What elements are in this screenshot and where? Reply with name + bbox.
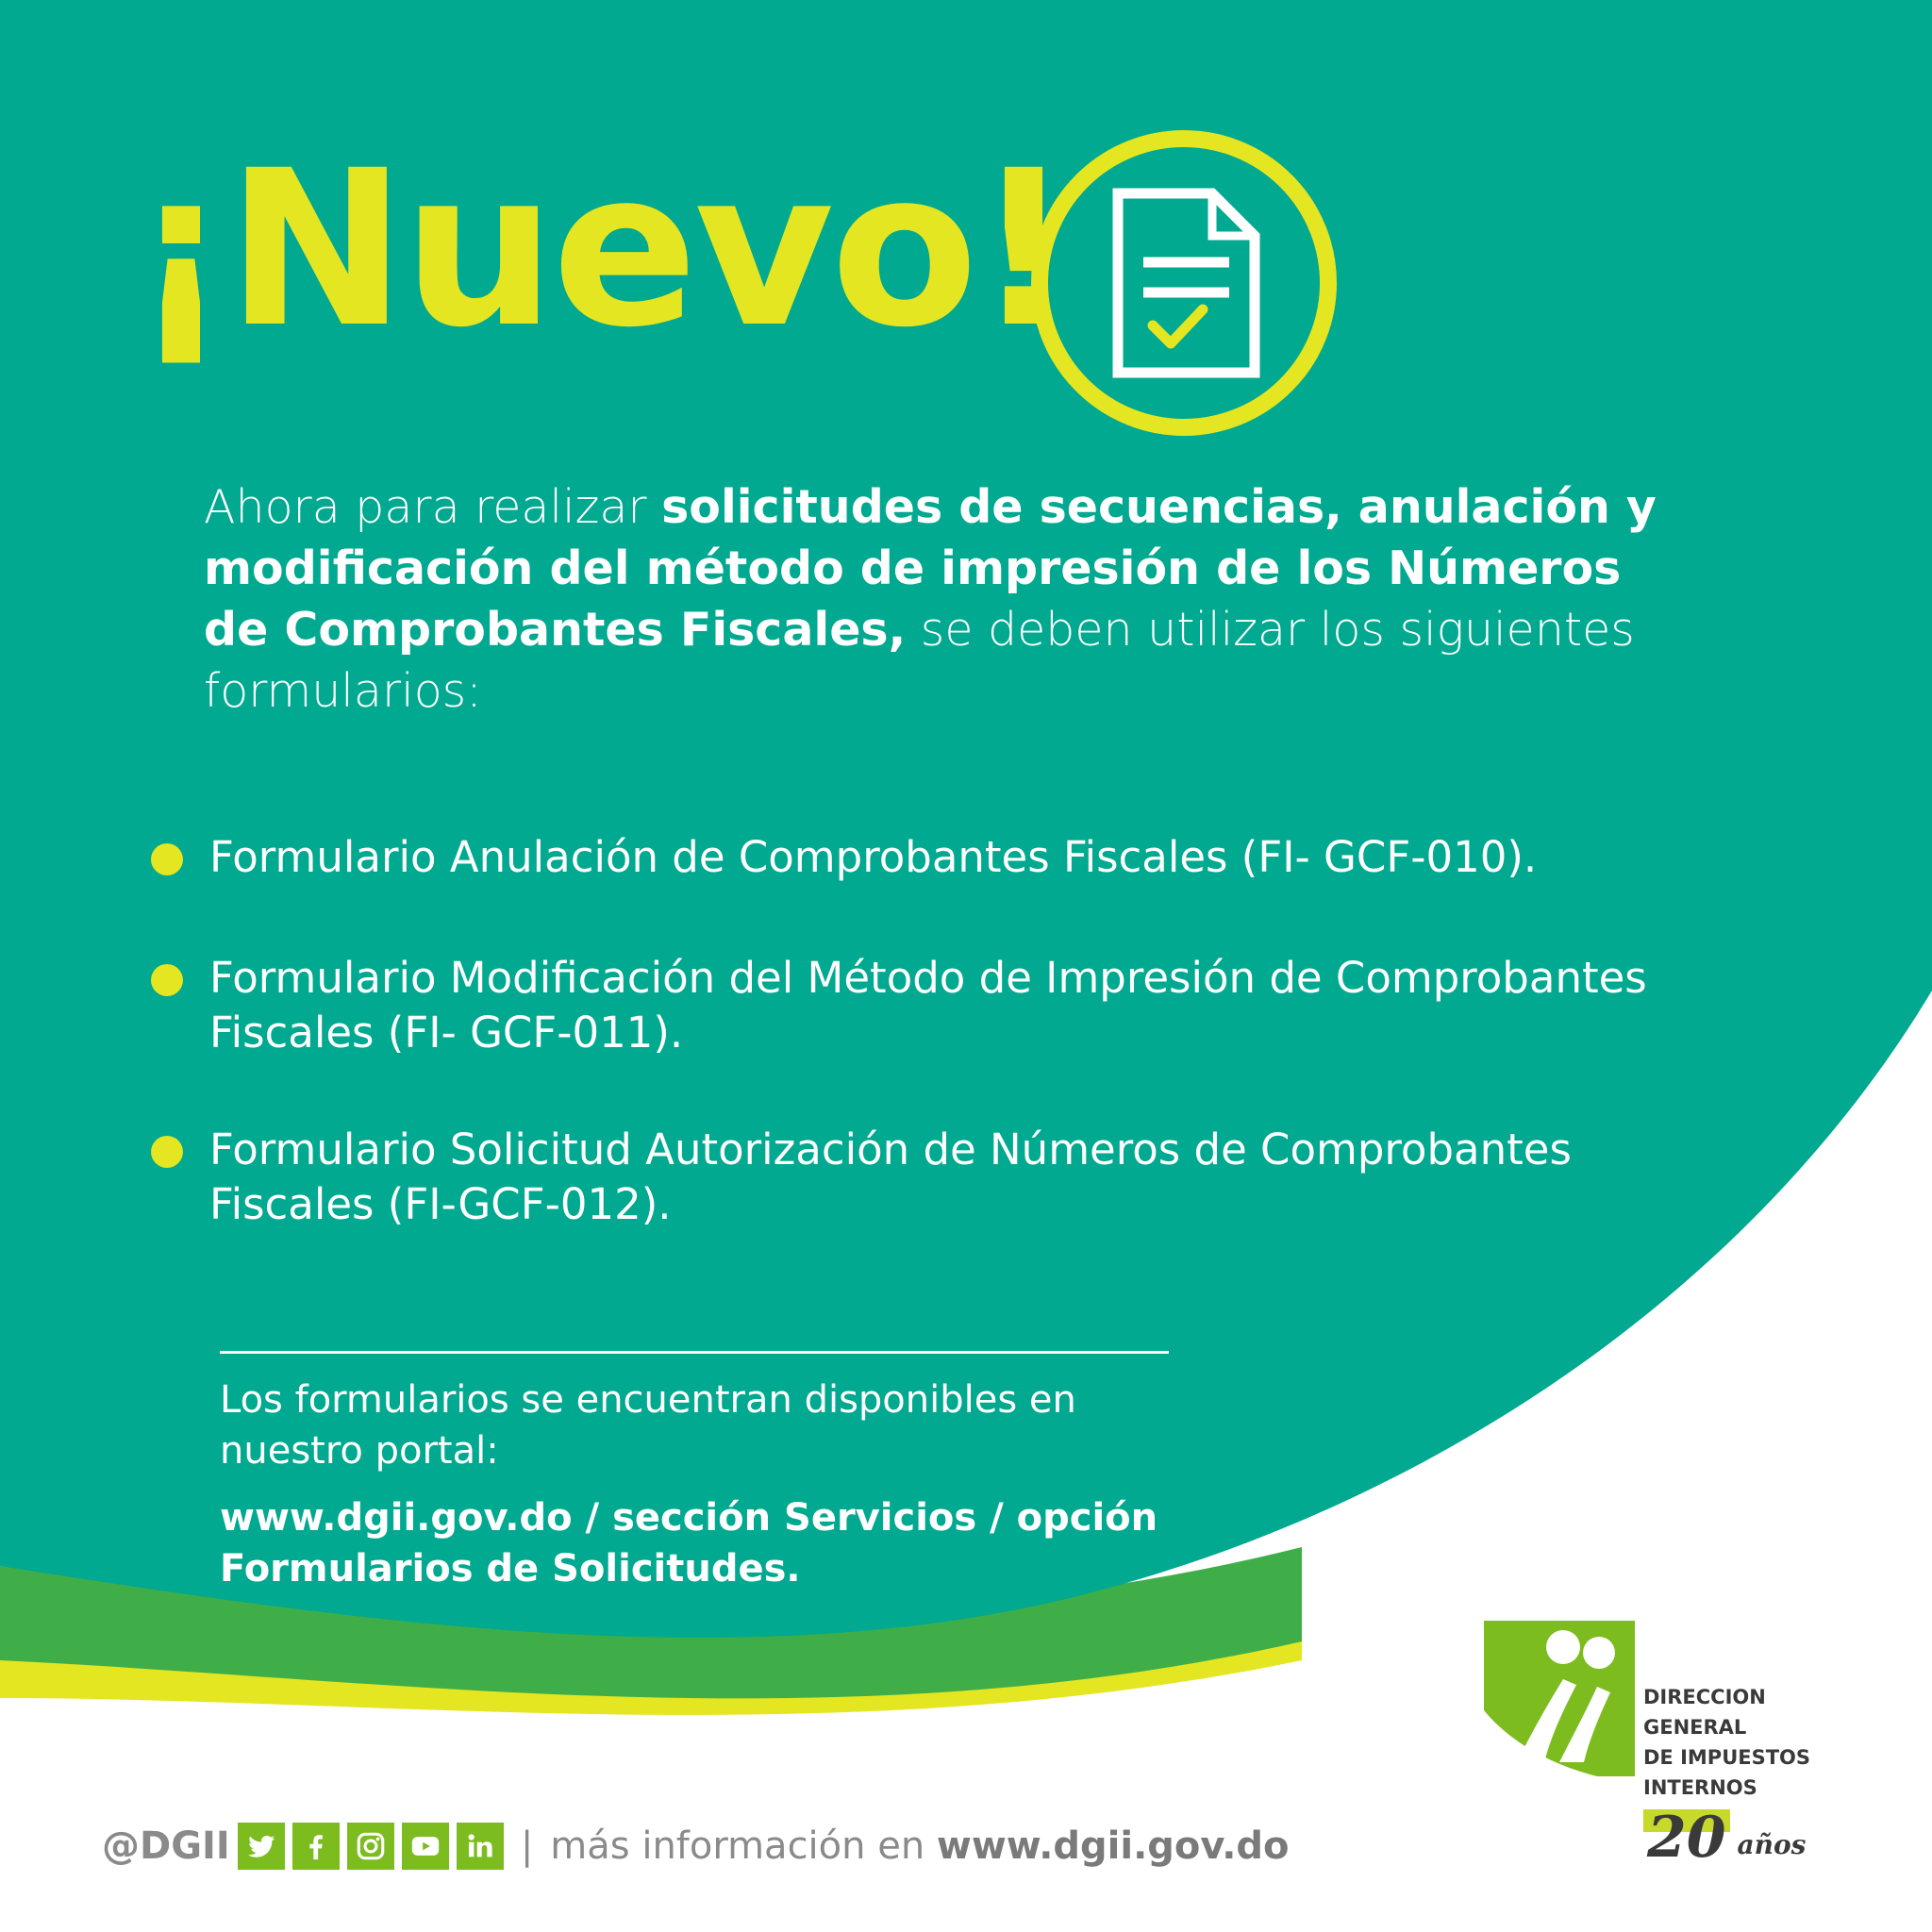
intro-paragraph (204, 476, 1694, 722)
list-item (151, 830, 1660, 885)
intro-text-start: Ahora para realizar (204, 480, 662, 534)
document-check-icon (1024, 123, 1344, 443)
portal-note: Los formularios se encuentran disponibles en nuestro portal: (220, 1378, 1076, 1473)
logo-line-1: DIRECCION GENERAL (1643, 1686, 1766, 1739)
anniversary-badge (1643, 1800, 1807, 1871)
intro-text-bold: solicitudes de secuencias, anulación y modificación del método de impresión de los Números de Comprobantes Fiscales, (204, 480, 1657, 657)
bullet-dot-icon (151, 964, 183, 996)
form-name: Formulario Modificación del Método de Impresión de Comprobantes Fiscales (FI- GCF-011). (209, 953, 1647, 1058)
social-handle[interactable]: @DGII (102, 1824, 230, 1868)
footer-separator: | (520, 1824, 534, 1868)
anniversary-number: 20 (1643, 1809, 1730, 1866)
list-item (151, 951, 1660, 1060)
linkedin-icon[interactable] (457, 1823, 504, 1870)
anniversary-word: años (1737, 1829, 1807, 1860)
logo-line-2: DE IMPUESTOS (1643, 1746, 1811, 1769)
youtube-icon[interactable] (402, 1823, 449, 1870)
form-name: Formulario Anulación de Comprobantes Fiscales (FI- GCF-010). (209, 832, 1538, 882)
facebook-icon[interactable] (292, 1823, 340, 1870)
more-info-prefix: más información en (550, 1824, 937, 1868)
twitter-icon[interactable] (238, 1823, 285, 1870)
instagram-icon[interactable] (347, 1823, 394, 1870)
divider (220, 1351, 1169, 1354)
logo-wordmark (1643, 1682, 1860, 1803)
logo-line-3: INTERNOS (1643, 1776, 1757, 1799)
bullet-dot-icon (151, 843, 183, 875)
website-link[interactable]: www.dgii.gov.do (936, 1824, 1290, 1868)
intro-text-end: se deben utilizar los siguientes formularios: (204, 603, 1635, 718)
portal-path[interactable]: www.dgii.gov.do / sección Servicios / opción Formularios de Solicitudes. (220, 1496, 1158, 1591)
more-info-text (550, 1824, 1289, 1868)
forms-list (151, 830, 1660, 1232)
list-item (151, 1123, 1660, 1232)
bullet-dot-icon (151, 1136, 183, 1168)
dgii-logo-icon (1484, 1621, 1635, 1776)
headline: ¡Nuevo! (132, 124, 1069, 375)
footer (102, 1819, 1290, 1874)
form-name: Formulario Solicitud Autorización de Números de Comprobantes Fiscales (FI-GCF-012). (209, 1124, 1572, 1229)
